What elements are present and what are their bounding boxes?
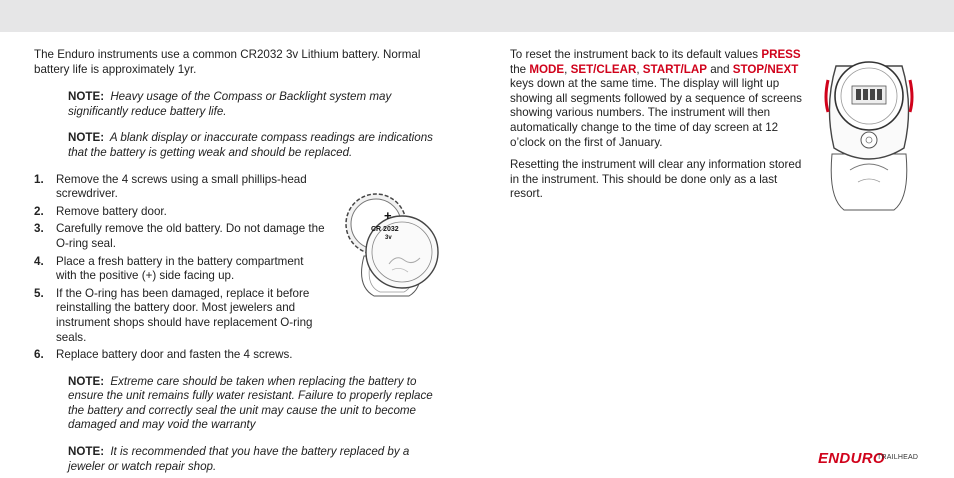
step-item: 6. Replace battery door and fasten the 4 screws. [34, 348, 293, 362]
press-keyword: PRESS [761, 48, 801, 61]
note-blank-display: NOTE: A blank display or inaccurate compass readings are indications that the battery is getting weak and should be replaced. [68, 131, 433, 159]
step-item: 3. Carefully remove the old battery. Do not damage the O-ring seal. [34, 222, 325, 250]
step-item: 2. Remove battery door. [34, 204, 167, 218]
set-clear-key-label: SET/CLEAR [570, 62, 637, 76]
step-item: 1. Remove the 4 screws using a small phillips-head screwdriver. [34, 172, 307, 201]
header-bar [0, 0, 954, 32]
reset-warning-paragraph: Resetting the instrument will clear any information stored in the instrument. This should be done only as a last resort. [510, 158, 802, 201]
trailhead-label: TRAILHEAD [877, 454, 919, 461]
reset-instructions [510, 48, 810, 202]
note-backlight: NOTE: Heavy usage of the Compass or Backlight system may significantly reduce battery life. [68, 90, 392, 118]
watch-illustration [822, 58, 916, 212]
step-item: 4. Place a fresh battery in the battery compartment with the positive (+) side facing up. [34, 254, 304, 283]
battery-replacement-illustration [334, 186, 444, 298]
enduro-logo: ENDURO [818, 450, 885, 467]
step-item: 5. If the O-ring has been damaged, replace it before reinstalling the battery door. Most jewelers and instrument shops should have replacement O-ring seals. [34, 286, 313, 344]
battery-plus-label: + [384, 208, 392, 223]
mode-key-label: MODE [529, 62, 565, 76]
note-jeweler: NOTE: It is recommended that you have the battery replaced by a jeweler or watch repair shop. [68, 445, 410, 473]
reset-paragraph: To reset the instrument back to its default values PRESS the MODE, SET/CLEAR, START/LAP and STOP/NEXT keys down at the same time. The display will light up showing all segments followed by a sequence of screens showing various numbers. The instrument will then automatically change to the time of day screen at 12 o’clock on the first of January. [510, 48, 802, 149]
start-lap-key-label: START/LAP [642, 62, 707, 76]
battery-volt-label: 3v [385, 235, 392, 241]
intro-paragraph: The Enduro instruments use a common CR2032 3v Lithium battery. Normal battery life is approximately 1yr. [34, 48, 421, 76]
note-water-resistant: NOTE: Extreme care should be taken when replacing the battery to ensure the unit remains fully water resistant. Failure to properly replace the battery and correctly seal the unit may cause the unit to become damaged and may void the warranty [68, 374, 433, 432]
stop-next-key-label: STOP/NEXT [732, 62, 799, 76]
battery-model-label: CR 2032 [371, 226, 399, 233]
